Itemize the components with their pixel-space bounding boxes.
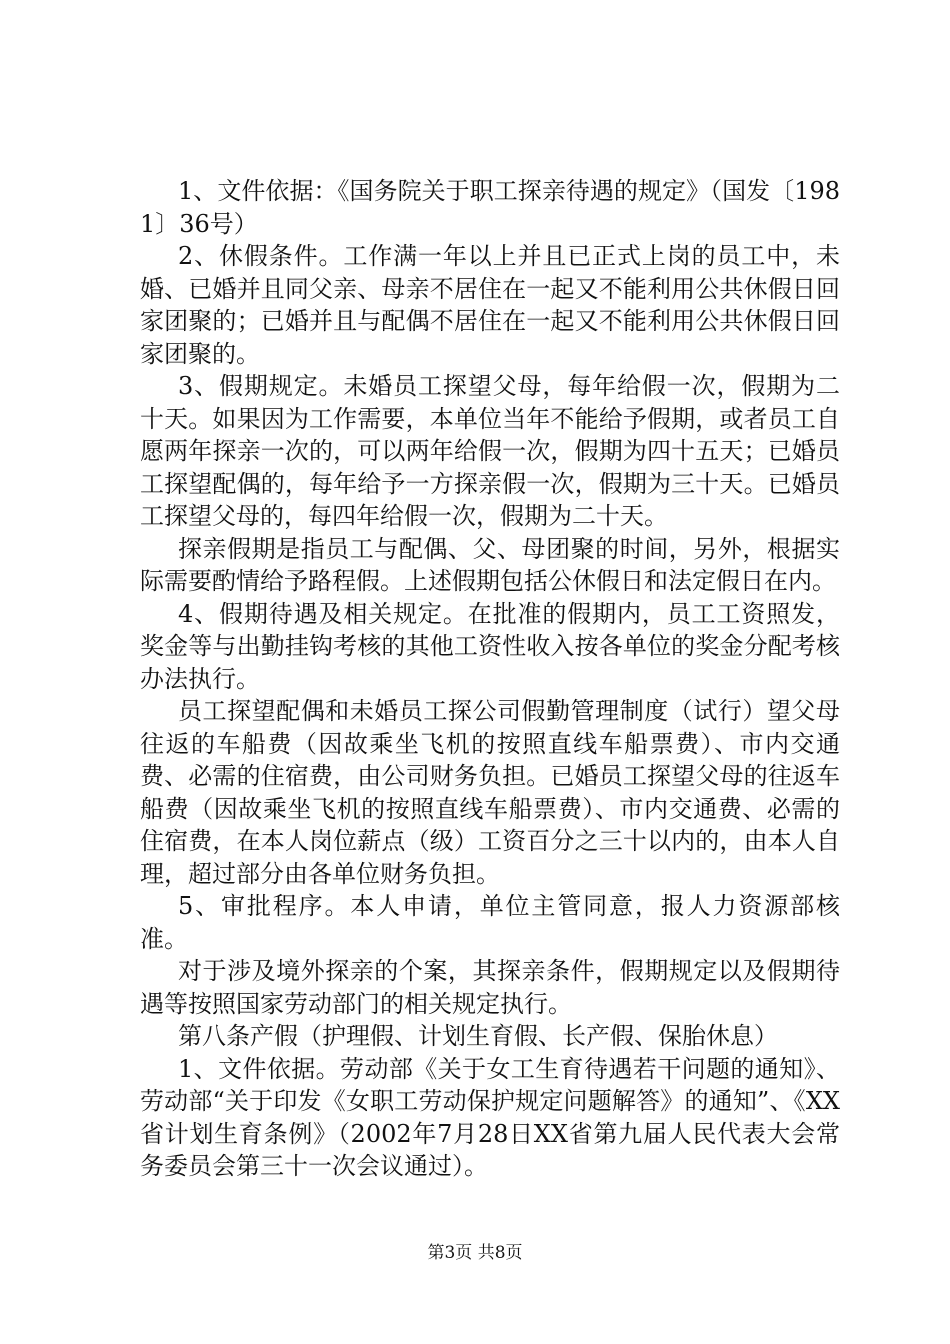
paragraph-7: 5、审批程序。本人申请，单位主管同意，报人力资源部核准。 <box>140 892 840 953</box>
paragraph-10: 1、文件依据。劳动部《关于女工生育待遇若干问题的通知》、劳动部“关于印发《女职工劳动保护规定问题解答》的通知”、《XX省计划生育条例》（2002年7月28日XX省第九届人民代表大会常务委员会第三十一次会议通过）。 <box>140 1054 840 1180</box>
paragraph-2: 2、休假条件。工作满一年以上并且已正式上岗的员工中，未婚、已婚并且同父亲、母亲不居住在一起又不能利用公共休假日回家团聚的；已婚并且与配偶不居住在一起又不能利用公共休假日回家团聚的。 <box>140 242 840 368</box>
paragraph-4: 探亲假期是指员工与配偶、父、母团聚的时间，另外，根据实际需要酌情给予路程假。上述假期包括公休假日和法定假日在内。 <box>140 534 840 595</box>
document-body <box>140 175 840 1183</box>
paragraph-9: 第八条产假（护理假、计划生育假、长产假、保胎休息） <box>178 1022 778 1050</box>
paragraph-3: 3、假期规定。未婚员工探望父母，每年给假一次，假期为二十天。如果因为工作需要，本单位当年不能给予假期，或者员工自愿两年探亲一次的，可以两年给假一次，假期为四十五天；已婚员工探望配偶的，每年给予一方探亲假一次，假期为三十天。已婚员工探望父母的，每四年给假一次，假期为二十天。 <box>140 372 840 530</box>
page-number-footer: 第3页 共8页 <box>427 1243 523 1263</box>
paragraph-5: 4、假期待遇及相关规定。在批准的假期内，员工工资照发，奖金等与出勤挂钩考核的其他工资性收入按各单位的奖金分配考核办法执行。 <box>140 599 840 693</box>
paragraph-1: 1、文件依据：《国务院关于职工探亲待遇的规定》（国发〔1981〕36号） <box>140 177 840 238</box>
paragraph-6: 员工探望配偶和未婚员工探公司假勤管理制度（试行）望父母往返的车船费（因故乘坐飞机的按照直线车船票费）、市内交通费、必需的住宿费，由公司财务负担。已婚员工探望父母的往返车船费（因故乘坐飞机的按照直线车船票费）、市内交通费、必需的住宿费，在本人岗位薪点（级）工资百分之三十以内的，由本人自理，超过部分由各单位财务负担。 <box>140 697 840 888</box>
paragraph-8: 对于涉及境外探亲的个案，其探亲条件，假期规定以及假期待遇等按照国家劳动部门的相关规定执行。 <box>140 957 840 1018</box>
